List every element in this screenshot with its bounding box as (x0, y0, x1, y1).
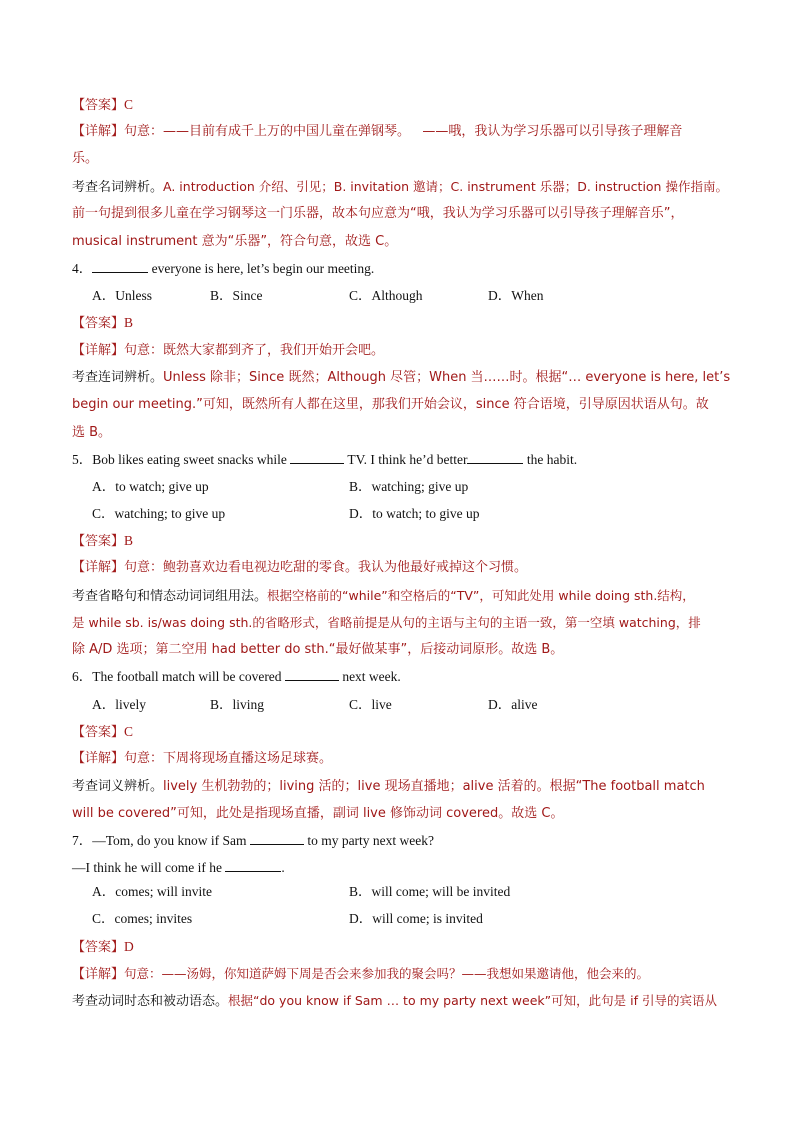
detail-text: 考查省略句和情态动词词组用法。 (72, 589, 268, 604)
q7-option-a: A．comes; will invite (92, 884, 212, 899)
q5-option-d: D．to watch; to give up (349, 506, 480, 521)
detail-text: 句意：鲍勃喜欢边看电视边吃甜的零食。我认为他最好戒掉这个习惯。 (124, 560, 528, 575)
answer-tag: 【答案】 (72, 725, 125, 740)
q5-detail-line-3: 是 while sb. is/was doing sth.的省略形式，省略前提是从句的主语与主句的主语一致，第一空填 watching，排 (72, 615, 701, 630)
q4-option-a: A．Unless (92, 288, 152, 303)
detail-text: A. introduction 介绍、引见；B. invitation 邀请；C. instrument 乐器；D. instruction 操作指南。 (163, 179, 728, 194)
q4-option-b: B．Since (210, 288, 263, 303)
answer-tag: 【答案】 (72, 98, 125, 113)
question-text: . (281, 860, 285, 875)
detail-text: 考查连词辨析。 (72, 370, 164, 385)
q5-answer-line (72, 531, 133, 552)
answer-value: B (124, 315, 134, 330)
q4-detail-line-1 (72, 341, 384, 361)
detail-text: 根据空格前的“while”和空格后的“TV”，可知此处用 while doing sth.结构， (267, 588, 695, 603)
q7-option-c: C．comes; invites (92, 911, 193, 926)
q4-stem (72, 259, 374, 279)
answer-value: B (124, 533, 134, 548)
detail-text: 句意：既然大家都到齐了，我们开始开会吧。 (124, 343, 385, 358)
detail-text: 句意：——目前有成千上万的中国儿童在弹钢琴。 ——哦，我认为学习乐器可以引导孩子理解音 (124, 124, 683, 139)
q5-detail-line-1 (72, 558, 527, 578)
q4-option-d: D．When (488, 288, 544, 303)
q6-option-d: D．alive (488, 697, 538, 712)
q3-detail-line-4: 前一句提到很多儿童在学习钢琴这一门乐器，故本句应意为“哦，我认为学习乐器可以引导孩子理解音乐”， (72, 206, 684, 221)
q3-answer-line (72, 95, 133, 116)
q6-option-a: A．lively (92, 697, 146, 712)
detail-tag: 【详解】 (72, 343, 125, 358)
answer-value: C (124, 97, 134, 112)
question-text: the habit. (523, 452, 578, 467)
q6-answer-line (72, 722, 133, 743)
q4-option-c: C．Although (349, 288, 423, 303)
detail-text: lively 生机勃勃的；living 活的；live 现场直播地；alive 活着的。根据“The football match (163, 779, 705, 794)
q7-option-d: D．will come; is invited (349, 911, 483, 926)
q5-detail-line-4: 除 A/D 选项；第二空用 had better do sth.“最好做某事”，后接动词原形。故选 B。 (72, 642, 564, 657)
question-text: to my party next week? (303, 833, 435, 848)
detail-text: 考查动词时态和被动语态。 (72, 994, 229, 1009)
answer-blank (92, 261, 148, 273)
answer-blank (250, 833, 304, 845)
q7-stem-1 (72, 831, 434, 851)
answer-value: D (124, 939, 134, 954)
answer-tag: 【答案】 (72, 940, 125, 955)
q4-detail-line-4: 选 B。 (72, 425, 112, 440)
detail-text: 考查词义辨析。 (72, 779, 164, 794)
q4-detail-line-2 (72, 368, 730, 388)
question-text: —I think he will come if he (72, 860, 226, 875)
q6-option-c: C．live (349, 697, 392, 712)
q3-detail-line-2: 乐。 (72, 151, 99, 166)
q5-detail-line-2 (72, 586, 695, 607)
question-number: 4． (72, 261, 93, 276)
q5-option-a: A．to watch; give up (92, 479, 209, 494)
q6-detail-line-2 (72, 777, 705, 797)
answer-tag: 【答案】 (72, 316, 125, 331)
q6-detail-line-3: will be covered”可知，此处是指现场直播，副词 live 修饰动词 covered。故选 C。 (72, 806, 564, 821)
q5-option-c: C．watching; to give up (92, 506, 226, 521)
q7-detail-line-2 (72, 991, 717, 1012)
answer-value: C (124, 724, 134, 739)
q5-stem (72, 450, 577, 470)
detail-text: Unless 除非；Since 既然；Although 尽管；When 当……时。根据“… everyone is here, let’s (163, 370, 731, 385)
q4-detail-line-3: begin our meeting.”可知，既然所有人都在这里，那我们开始会议，since 符合语境，引导原因状语从句。故 (72, 397, 709, 412)
answer-blank (467, 452, 523, 464)
detail-text: 根据“do you know if Sam … to my party next week”可知，此句是 if 引导的宾语从 (228, 993, 717, 1008)
q7-stem-2 (72, 858, 285, 878)
q4-answer-line (72, 313, 133, 334)
answer-blank (290, 452, 344, 464)
detail-tag: 【详解】 (72, 751, 125, 766)
q3-detail-line-5: musical instrument 意为“乐器”，符合句意，故选 C。 (72, 234, 398, 249)
q3-detail-line-3 (72, 177, 728, 198)
question-text: TV. I think he’d better (344, 452, 468, 467)
detail-tag: 【详解】 (72, 560, 125, 575)
detail-text: 考查名词辨析。 (72, 180, 164, 195)
q7-answer-line (72, 937, 134, 958)
answer-blank (225, 860, 281, 872)
detail-text: 句意：下周将现场直播这场足球赛。 (124, 751, 333, 766)
q5-option-b: B．watching; give up (349, 479, 469, 494)
answer-blank (285, 669, 339, 681)
q6-detail-line-1 (72, 749, 332, 769)
question-text: 5．Bob likes eating sweet snacks while (72, 452, 291, 467)
detail-tag: 【详解】 (72, 967, 125, 982)
answer-tag: 【答案】 (72, 534, 125, 549)
q6-option-b: B．living (210, 697, 265, 712)
q6-stem (72, 667, 401, 687)
question-text: next week. (338, 669, 401, 684)
question-text: 7．—Tom, do you know if Sam (72, 833, 250, 848)
q3-detail-line-1 (72, 122, 682, 142)
detail-text: 句意：——汤姆，你知道萨姆下周是否会来参加我的聚会吗？——我想如果邀请他，他会来的。 (124, 966, 650, 981)
q7-option-b: B．will come; will be invited (349, 884, 511, 899)
q7-detail-line-1 (72, 964, 649, 985)
question-text: everyone is here, let’s begin our meeting. (148, 261, 375, 276)
detail-tag: 【详解】 (72, 124, 125, 139)
question-text: 6．The football match will be covered (72, 669, 285, 684)
